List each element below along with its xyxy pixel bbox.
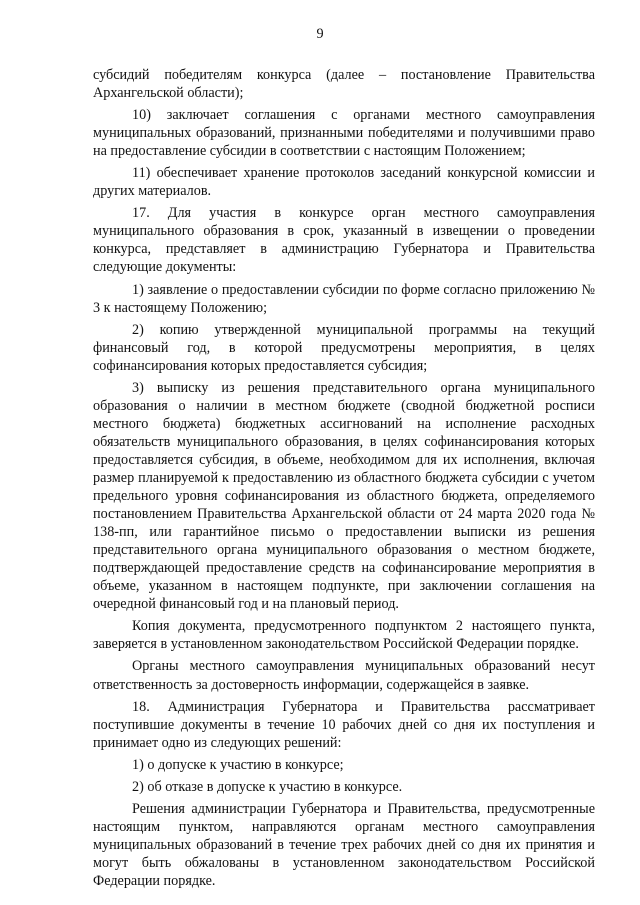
paragraph-decision-1: 1) о допуске к участию в конкурсе;	[132, 756, 344, 773]
paragraph-section-18: 18. Администрация Губернатора и Правительства рассматривает поступившие документы в течение 10 рабочих дней со дня их поступления и принимает одно из следующих решений:	[93, 698, 595, 751]
paragraph-copy-certification: Копия документа, предусмотренного подпунктом 2 настоящего пункта, заверяется в установленном законодательством Российской Федерации порядке.	[93, 618, 595, 653]
paragraph-responsibility: Органы местного самоуправления муниципальных образований несут ответственность за достоверность информации, содержащейся в заявке.	[93, 658, 595, 693]
paragraph-item-11: 11) обеспечивает хранение протоколов заседаний конкурсной комиссии и других материалов.	[93, 165, 595, 200]
paragraph-doc-item-3: 3) выписку из решения представительного органа муниципального образования о наличии в местном бюджете (сводной бюджетной росписи местного бюджета) бюджетных ассигнований на исполнение расходных обязательств муниципального образования, в целях софинансирования которых предоставляется субсидия, в объеме, необходимом для их исполнения, включая размер планируемой к предоставлению из областного бюджета субсидии с учетом предельного уровня софинансирования из областного бюджета, определяемого постановлением Правительства Архангельской области от 24 марта 2020 года № 138-пп, или гарантийное письмо о предоставлении выписки из решения представительного органа муниципального образования о местном бюджете, подтверждающей предоставление средств на софинансирование мероприятия в объеме, указанном в настоящем подпункте, при заключении соглашения на очередной финансовый год и на плановый период.	[93, 379, 595, 613]
paragraph-decisions-sent: Решения администрации Губернатора и Правительства, предусмотренные настоящим пунктом, направляются органам местного самоуправления муниципальных образований в течение трех рабочих дней со дня их принятия и могут быть обжалованы в установленном законодательством Российской Федерации порядке.	[93, 800, 595, 889]
paragraph-doc-item-1: 1) заявление о предоставлении субсидии по форме согласно приложению № 3 к настоящему Положению;	[93, 281, 595, 316]
document-body	[93, 66, 595, 894]
paragraph-continuation: субсидий победителям конкурса (далее – постановление Правительства Архангельской области);	[93, 67, 595, 102]
page-number: 9	[316, 26, 324, 42]
paragraph-doc-item-2: 2) копию утвержденной муниципальной программы на текущий финансовый год, в которой предусмотрены мероприятия, в целях софинансирования которых предоставляется субсидия;	[93, 321, 595, 374]
paragraph-section-17: 17. Для участия в конкурсе орган местного самоуправления муниципального образования в срок, указанный в извещении о проведении конкурса, представляет в администрацию Губернатора и Правительства следующие документы:	[93, 205, 595, 276]
paragraph-decision-2: 2) об отказе в допуске к участию в конкурсе.	[132, 778, 403, 795]
paragraph-item-10: 10) заключает соглашения с органами местного самоуправления муниципальных образований, признанными победителями и получившими право на предоставление субсидии в соответствии с настоящим Положением;	[93, 107, 595, 160]
